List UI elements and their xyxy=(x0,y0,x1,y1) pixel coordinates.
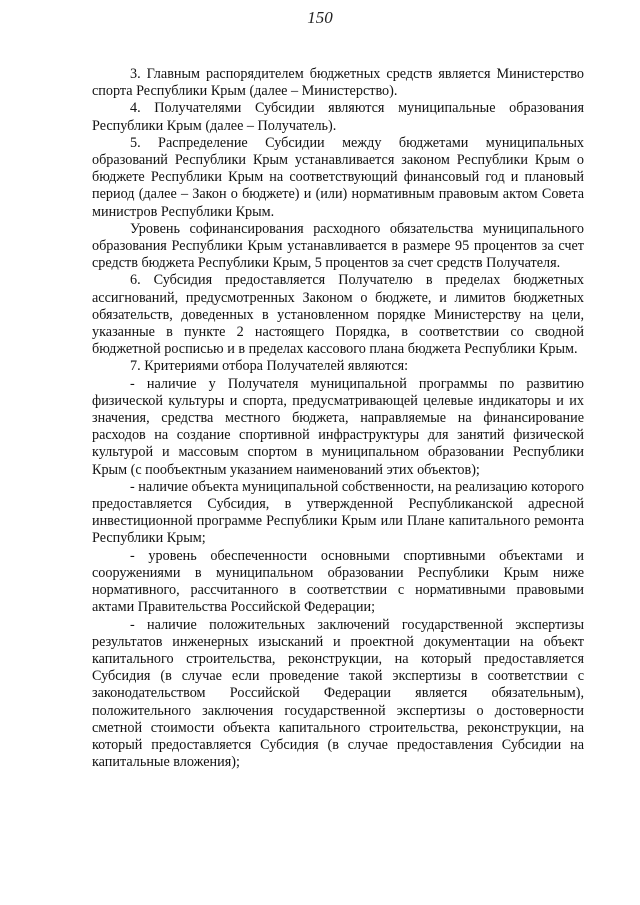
criterion-program: - наличие у Получателя муниципальной программы по развитию физической культуры и спорта, предусматривающей целевые индикаторы и их значения, средства местного бюджета, направляемые на финансирование расходов на создание спортивной инфраструктуры для занятий физической культурой и массовым спортом в муниципальном образовании Республики Крым (с пообъектным указанием наименований этих объектов); xyxy=(92,375,584,478)
paragraph-7-heading: 7. Критериями отбора Получателей являются: xyxy=(130,358,409,375)
paragraph-cofinancing: Уровень софинансирования расходного обязательства муниципального образования Республики Крым устанавливается в размере 95 процентов за счет средств бюджета Республики Крым, 5 процентов за счет средств Получателя. xyxy=(92,220,584,272)
paragraph-5: 5. Распределение Субсидии между бюджетами муниципальных образований Республики Крым устанавливается законом Республики Крым о бюджете Республики Крым на соответствующий финансовый год и плановый период (далее – Закон о бюджете) и (или) нормативным правовым актом Совета министров Республики Крым. xyxy=(92,134,584,220)
document-body xyxy=(92,66,584,771)
page-number: 150 xyxy=(307,8,333,27)
paragraph-4: 4. Получателями Субсидии являются муниципальные образования Республики Крым (далее – Получатель). xyxy=(92,100,584,134)
paragraph-6: 6. Субсидия предоставляется Получателю в пределах бюджетных ассигнований, предусмотренных Законом о бюджете, и лимитов бюджетных обязательств, доведенных в установленном порядке Министерству на цели, указанные в пункте 2 настоящего Порядка, в соответствии со сводной бюджетной росписью и в пределах кассового плана бюджета Республики Крым. xyxy=(92,272,584,358)
criterion-object: - наличие объекта муниципальной собственности, на реализацию которого предоставляется Субсидия, в утвержденной Республиканской адресной инвестиционной программе Республики Крым или Плане капитального ремонта Республики Крым; xyxy=(92,478,584,547)
criterion-expertise: - наличие положительных заключений государственной экспертизы результатов инженерных изысканий и проектной документации на объект капитального строительства, реконструкции, на который предоставляется Субсидия (в случае если проведение такой экспертизы в соответствии с законодательством Российской Федерации является обязательным), положительного заключения государственной экспертизы о достоверности сметной стоимости объекта капитального строительства, реконструкции, на который предоставляется Субсидия (в случае предоставления Субсидии на капитальные вложения); xyxy=(92,616,584,771)
paragraph-3: 3. Главным распорядителем бюджетных средств является Министерство спорта Республики Крым (далее – Министерство). xyxy=(92,66,584,100)
criterion-provision-level: - уровень обеспеченности основными спортивными объектами и сооружениями в муниципальном образовании Республики Крым ниже нормативного, рассчитанного в соответствии с нормативными правовыми актами Правительства Российской Федерации; xyxy=(92,547,584,616)
